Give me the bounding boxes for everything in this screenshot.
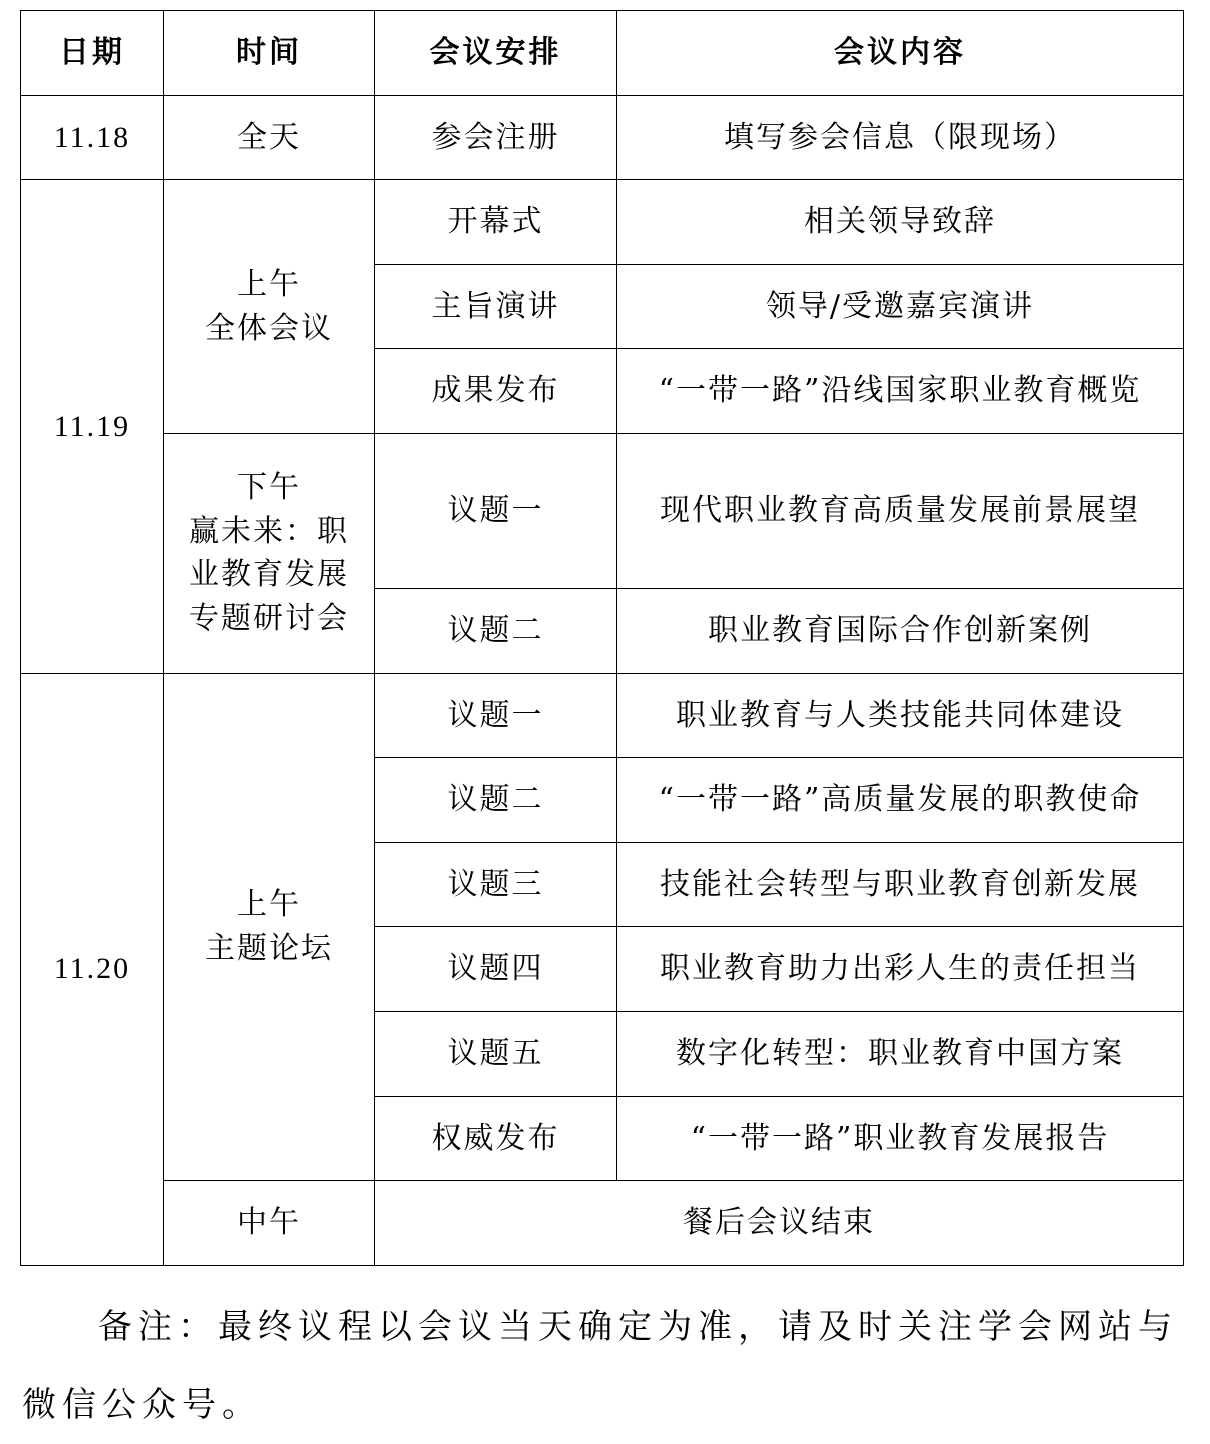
content-cell: 数字化转型：职业教育中国方案 [617, 1011, 1184, 1096]
arrangement-cell: 议题四 [375, 927, 617, 1012]
arrangement-cell: 议题二 [375, 758, 617, 843]
time-line: 专题研讨会 [189, 600, 349, 636]
time-cell [164, 673, 375, 1181]
header-arrangement: 会议安排 [375, 11, 617, 96]
arrangement-cell: 议题五 [375, 1011, 617, 1096]
header-row [21, 11, 1184, 96]
header-time: 时间 [164, 11, 375, 96]
table-row [21, 95, 1184, 180]
header-content: 会议内容 [617, 11, 1184, 96]
content-cell: “一带一路”高质量发展的职教使命 [617, 758, 1184, 843]
footnote: 备注：最终议程以会议当天确定为准，请及时关注学会网站与微信公众号。 [22, 1307, 1178, 1425]
time-line: 上午 [237, 887, 301, 923]
time-line: 上午 [237, 267, 301, 303]
time-line: 业教育发展 [189, 557, 349, 593]
arrangement-cell: 成果发布 [375, 349, 617, 434]
arrangement-cell: 议题一 [375, 433, 617, 588]
table-row [21, 433, 1184, 588]
time-cell: 全天 [164, 95, 375, 180]
time-line: 赢未来：职 [189, 513, 349, 549]
table-row [21, 180, 1184, 265]
date-cell: 11.18 [21, 95, 164, 180]
content-cell: 现代职业教育高质量发展前景展望 [617, 433, 1184, 588]
time-line: 主题论坛 [205, 930, 333, 966]
content-cell: 技能社会转型与职业教育创新发展 [617, 842, 1184, 927]
content-cell: 相关领导致辞 [617, 180, 1184, 265]
arrangement-cell: 议题三 [375, 842, 617, 927]
time-line: 全体会议 [205, 310, 333, 346]
agenda-table [20, 10, 1184, 1266]
date-cell: 11.20 [21, 673, 164, 1265]
header-date: 日期 [21, 11, 164, 96]
time-cell [164, 433, 375, 673]
date-cell: 11.19 [21, 180, 164, 673]
content-cell: 填写参会信息（限现场） [617, 95, 1184, 180]
content-cell: 职业教育助力出彩人生的责任担当 [617, 927, 1184, 1012]
content-cell: 职业教育与人类技能共同体建设 [617, 673, 1184, 758]
arrangement-cell: 权威发布 [375, 1096, 617, 1181]
time-line: 下午 [237, 470, 301, 506]
content-cell: “一带一路”职业教育发展报告 [617, 1096, 1184, 1181]
arrangement-cell: 议题一 [375, 673, 617, 758]
arrangement-cell: 参会注册 [375, 95, 617, 180]
table-row [21, 1181, 1184, 1266]
time-cell: 中午 [164, 1181, 375, 1266]
content-cell: 领导/受邀嘉宾演讲 [617, 264, 1184, 349]
arrangement-cell: 主旨演讲 [375, 264, 617, 349]
time-cell [164, 180, 375, 434]
arrangement-cell: 开幕式 [375, 180, 617, 265]
content-cell: 职业教育国际合作创新案例 [617, 588, 1184, 673]
arrangement-cell: 议题二 [375, 588, 617, 673]
content-cell: “一带一路”沿线国家职业教育概览 [617, 349, 1184, 434]
content-cell: 餐后会议结束 [375, 1181, 1184, 1266]
table-row [21, 673, 1184, 758]
